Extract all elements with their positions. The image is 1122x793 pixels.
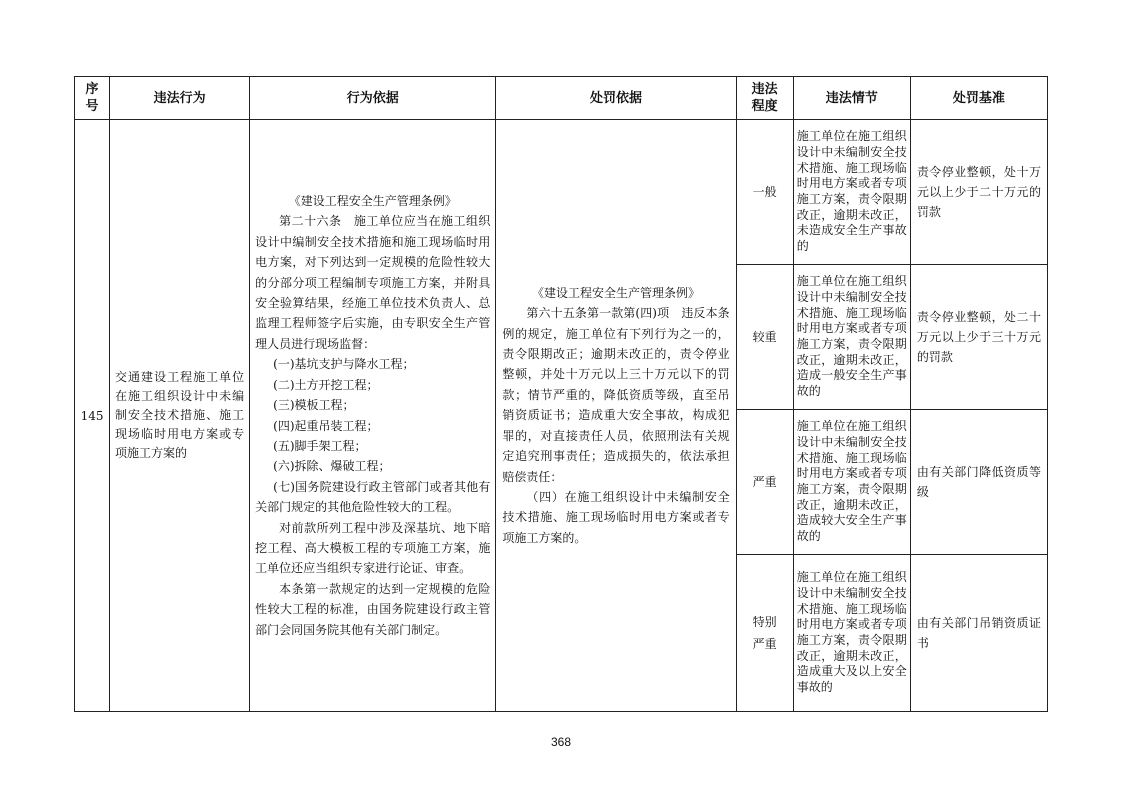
- basis-title: 《建设工程安全生产管理条例》: [288, 194, 457, 209]
- penalty-title: 《建设工程安全生产管理条例》: [532, 285, 701, 300]
- basis-paragraph: (六)拆除、爆破工程；: [273, 459, 391, 474]
- header-degree-text: 违法程度: [751, 82, 778, 114]
- penalty-paragraph: （四）在施工组织设计中未编制安全技术措施、施工现场临时用电方案或者专项施工方案的。: [502, 489, 730, 545]
- basis-paragraph: (二)土方开挖工程；: [273, 377, 379, 392]
- basis-paragraph: (七)国务院建设行政主管部门或者其他有关部门规定的其他危险性较大的工程。: [255, 479, 491, 515]
- header-penalty: 处罚依据: [496, 77, 736, 120]
- basis-paragraph: (五)脚手架工程；: [273, 438, 367, 453]
- basis-paragraph: 本条第一款规定的达到一定规模的危险性较大工程的标准，由国务院建设行政主管部门会同国务院其他有关部门制定。: [255, 581, 491, 637]
- degree-cell: 一般: [736, 120, 793, 265]
- table-header-row: [75, 77, 1048, 120]
- circumstance-cell: 施工单位在施工组织设计中未编制安全技术措施、施工现场临时用电方案或者专项施工方案，责令限期改正，逾期未改正，造成较大安全生产事故的: [793, 410, 910, 555]
- circumstance-cell: 施工单位在施工组织设计中未编制安全技术措施、施工现场临时用电方案或者专项施工方案，责令限期改正，逾期未改正，造成重大及以上安全事故的: [793, 555, 910, 712]
- basis-paragraph: 第二十六条 施工单位应当在施工组织设计中编制安全技术措施和施工现场临时用电方案，对下列达到一定规模的危险性较大的分部分项工程编制专项施工方案，并附具安全验算结果，经施工单位技术负责人、总监理工程师签字后实施，由专职安全生产管理人员进行现场监督：: [255, 214, 491, 351]
- header-degree: [736, 77, 793, 120]
- behavior-basis-cell: [250, 120, 496, 712]
- header-act: 违法行为: [110, 77, 250, 120]
- penalty-basis-cell: [496, 120, 736, 712]
- degree-cell: [736, 555, 793, 712]
- header-seq: [75, 77, 110, 120]
- header-seq-text: 序号: [85, 82, 99, 114]
- seq-cell: 145: [75, 120, 110, 712]
- header-basis: 行为依据: [250, 77, 496, 120]
- basis-paragraph: (一)基坑支护与降水工程；: [273, 357, 415, 372]
- penalty-standard-table: [74, 76, 1048, 712]
- degree-cell: 严重: [736, 410, 793, 555]
- degree-cell: 较重: [736, 265, 793, 410]
- standard-cell: 由有关部门吊销资质证书: [910, 555, 1047, 712]
- basis-paragraph: (三)模板工程；: [273, 398, 355, 413]
- basis-paragraph: (四)起重吊装工程；: [273, 418, 379, 433]
- standard-cell: 责令停业整顿，处二十万元以上少于三十万元的罚款: [910, 265, 1047, 410]
- header-standard: 处罚基准: [910, 77, 1047, 120]
- header-circumstance: 违法情节: [793, 77, 910, 120]
- circumstance-cell: 施工单位在施工组织设计中未编制安全技术措施、施工现场临时用电方案或者专项施工方案，责令限期改正，逾期未改正，未造成安全生产事故的: [793, 120, 910, 265]
- degree-text: 特别严重: [752, 615, 777, 651]
- page-number: 368: [550, 735, 572, 749]
- standard-cell: 由有关部门降低资质等级: [910, 410, 1047, 555]
- standard-cell: 责令停业整顿，处十万元以上少于二十万元的罚款: [910, 120, 1047, 265]
- violation-act-cell: 交通建设工程施工单位在施工组织设计中未编制安全技术措施、施工现场临时用电方案或专项施工方案的: [110, 120, 250, 712]
- circumstance-cell: 施工单位在施工组织设计中未编制安全技术措施、施工现场临时用电方案或者专项施工方案，责令限期改正，逾期未改正，造成一般安全生产事故的: [793, 265, 910, 410]
- basis-paragraph: 对前款所列工程中涉及深基坑、地下暗挖工程、高大模板工程的专项施工方案，施工单位还应当组织专家进行论证、审查。: [255, 520, 491, 576]
- table-row: [75, 120, 1048, 265]
- penalty-paragraph: 第六十五条第一款第(四)项 违反本条例的规定，施工单位有下列行为之一的，责令限期改正；逾期未改正的，责令停业整顿，并处十万元以上三十万元以下的罚款；情节严重的，降低资质等级，直至吊销资质证书；造成重大安全事故，构成犯罪的，对直接责任人员，依照刑法有关规定追究刑事责任；造成损失的，依法承担赔偿责任：: [502, 306, 730, 484]
